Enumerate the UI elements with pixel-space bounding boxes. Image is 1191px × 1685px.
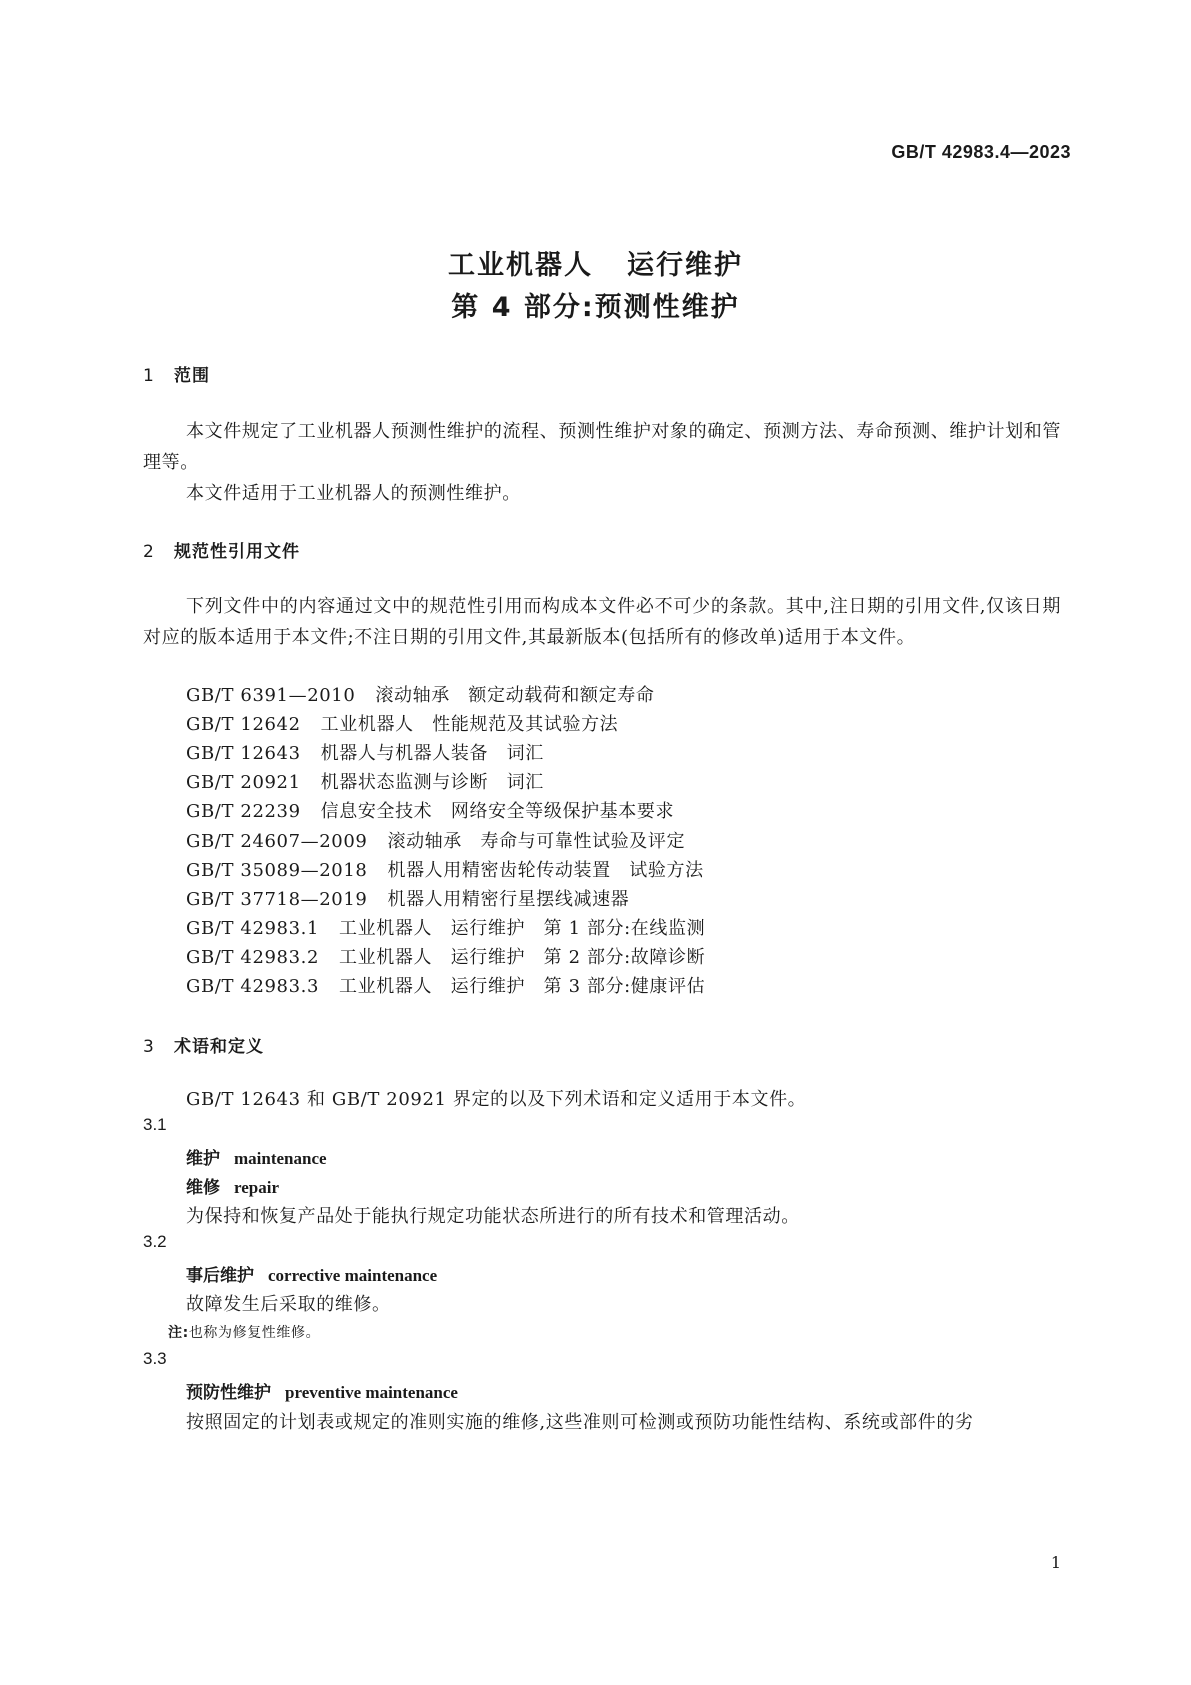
term-zh: 维修 [186, 1178, 220, 1198]
term-entry [186, 1378, 458, 1403]
term-number: 3.2 [143, 1232, 167, 1251]
term-definition: 按照固定的计划表或规定的准则实施的维修,这些准则可检测或预防功能性结构、系统或部件的劣 [186, 1412, 974, 1433]
reference-item [186, 710, 618, 736]
reference-code: GB/T 42983.1 [186, 918, 320, 939]
reference-code: GB/T 20921 [186, 772, 301, 793]
section-title: 术语和定义 [174, 1037, 264, 1057]
reference-item [186, 943, 705, 969]
section-title: 范围 [174, 366, 210, 386]
reference-item [186, 681, 654, 707]
term-definition: 为保持和恢复产品处于能执行规定功能状态所进行的所有技术和管理活动。 [186, 1206, 800, 1227]
reference-code: GB/T 24607—2009 [186, 831, 368, 852]
reference-title: 信息安全技术 网络安全等级保护基本要求 [320, 801, 675, 822]
standard-code: GB/T 42983.4—2023 [891, 142, 1071, 162]
term-entry [186, 1261, 437, 1286]
reference-code: GB/T 42983.2 [186, 947, 320, 968]
reference-item [186, 827, 685, 853]
reference-item [186, 885, 629, 911]
reference-title: 工业机器人 运行维护 第 1 部分:在线监测 [339, 918, 706, 939]
reference-title: 滚动轴承 寿命与可靠性试验及评定 [387, 831, 686, 852]
references-intro: 下列文件中的内容通过文中的规范性引用而构成本文件必不可少的条款。其中,注日期的引用文件,仅该日期对应的版本适用于本文件;不注日期的引用文件,其最新版本(包括所有的修改单)适用于本文件。 [143, 596, 1061, 648]
section-2-heading [143, 537, 300, 562]
reference-title: 机器人用精密齿轮传动装置 试验方法 [387, 860, 704, 881]
document-title-line2: 第 4 部分:预测性维护 [451, 292, 740, 323]
note-label: 注: [168, 1325, 189, 1341]
reference-code: GB/T 6391—2010 [186, 685, 356, 706]
section-title: 规范性引用文件 [174, 542, 300, 562]
reference-item [186, 972, 705, 998]
term-en: corrective maintenance [268, 1266, 438, 1285]
term-number: 3.1 [143, 1115, 167, 1134]
term-entry [186, 1144, 327, 1169]
title-part1: 工业机器人 [448, 250, 593, 281]
section-number: 1 [143, 366, 155, 386]
term-note [168, 1322, 320, 1342]
reference-code: GB/T 12642 [186, 714, 301, 735]
scope-paragraph-1: 本文件规定了工业机器人预测性维护的流程、预测性维护对象的确定、预测方法、寿命预测、维护计划和管理等。 [143, 421, 1061, 473]
note-text: 也称为修复性维修。 [188, 1325, 321, 1341]
term-entry [186, 1173, 279, 1198]
term-zh: 事后维护 [186, 1266, 254, 1286]
reference-item [186, 914, 705, 940]
term-en: maintenance [234, 1149, 327, 1168]
reference-title: 滚动轴承 额定动载荷和额定寿命 [375, 685, 655, 706]
reference-code: GB/T 12643 [186, 743, 301, 764]
reference-title: 机器状态监测与诊断 词汇 [320, 772, 544, 793]
term-zh: 预防性维护 [186, 1383, 271, 1403]
term-number: 3.3 [143, 1349, 167, 1368]
scope-paragraph-2: 本文件适用于工业机器人的预测性维护。 [186, 483, 521, 504]
section-1-heading [143, 361, 210, 386]
reference-title: 工业机器人 性能规范及其试验方法 [320, 714, 619, 735]
reference-code: GB/T 42983.3 [186, 976, 320, 997]
page-number: 1 [1050, 1553, 1061, 1572]
reference-code: GB/T 35089—2018 [186, 860, 368, 881]
reference-title: 工业机器人 运行维护 第 2 部分:故障诊断 [339, 947, 706, 968]
terms-intro: GB/T 12643 和 GB/T 20921 界定的以及下列术语和定义适用于本文件。 [186, 1089, 807, 1110]
reference-title: 机器人与机器人装备 词汇 [320, 743, 544, 764]
reference-item [186, 768, 544, 794]
term-en: preventive maintenance [285, 1383, 458, 1402]
section-number: 3 [143, 1037, 155, 1057]
reference-item [186, 797, 674, 823]
reference-title: 机器人用精密行星摆线减速器 [387, 889, 630, 910]
term-definition: 故障发生后采取的维修。 [186, 1294, 391, 1315]
title-part2: 运行维护 [627, 250, 743, 281]
reference-item [186, 739, 544, 765]
term-zh: 维护 [186, 1149, 220, 1169]
section-number: 2 [143, 542, 155, 562]
reference-code: GB/T 37718—2019 [186, 889, 368, 910]
reference-title: 工业机器人 运行维护 第 3 部分:健康评估 [339, 976, 706, 997]
term-en: repair [234, 1178, 280, 1197]
reference-code: GB/T 22239 [186, 801, 301, 822]
reference-item [186, 856, 704, 882]
section-3-heading [143, 1032, 264, 1057]
document-title-line1 [0, 243, 1191, 282]
